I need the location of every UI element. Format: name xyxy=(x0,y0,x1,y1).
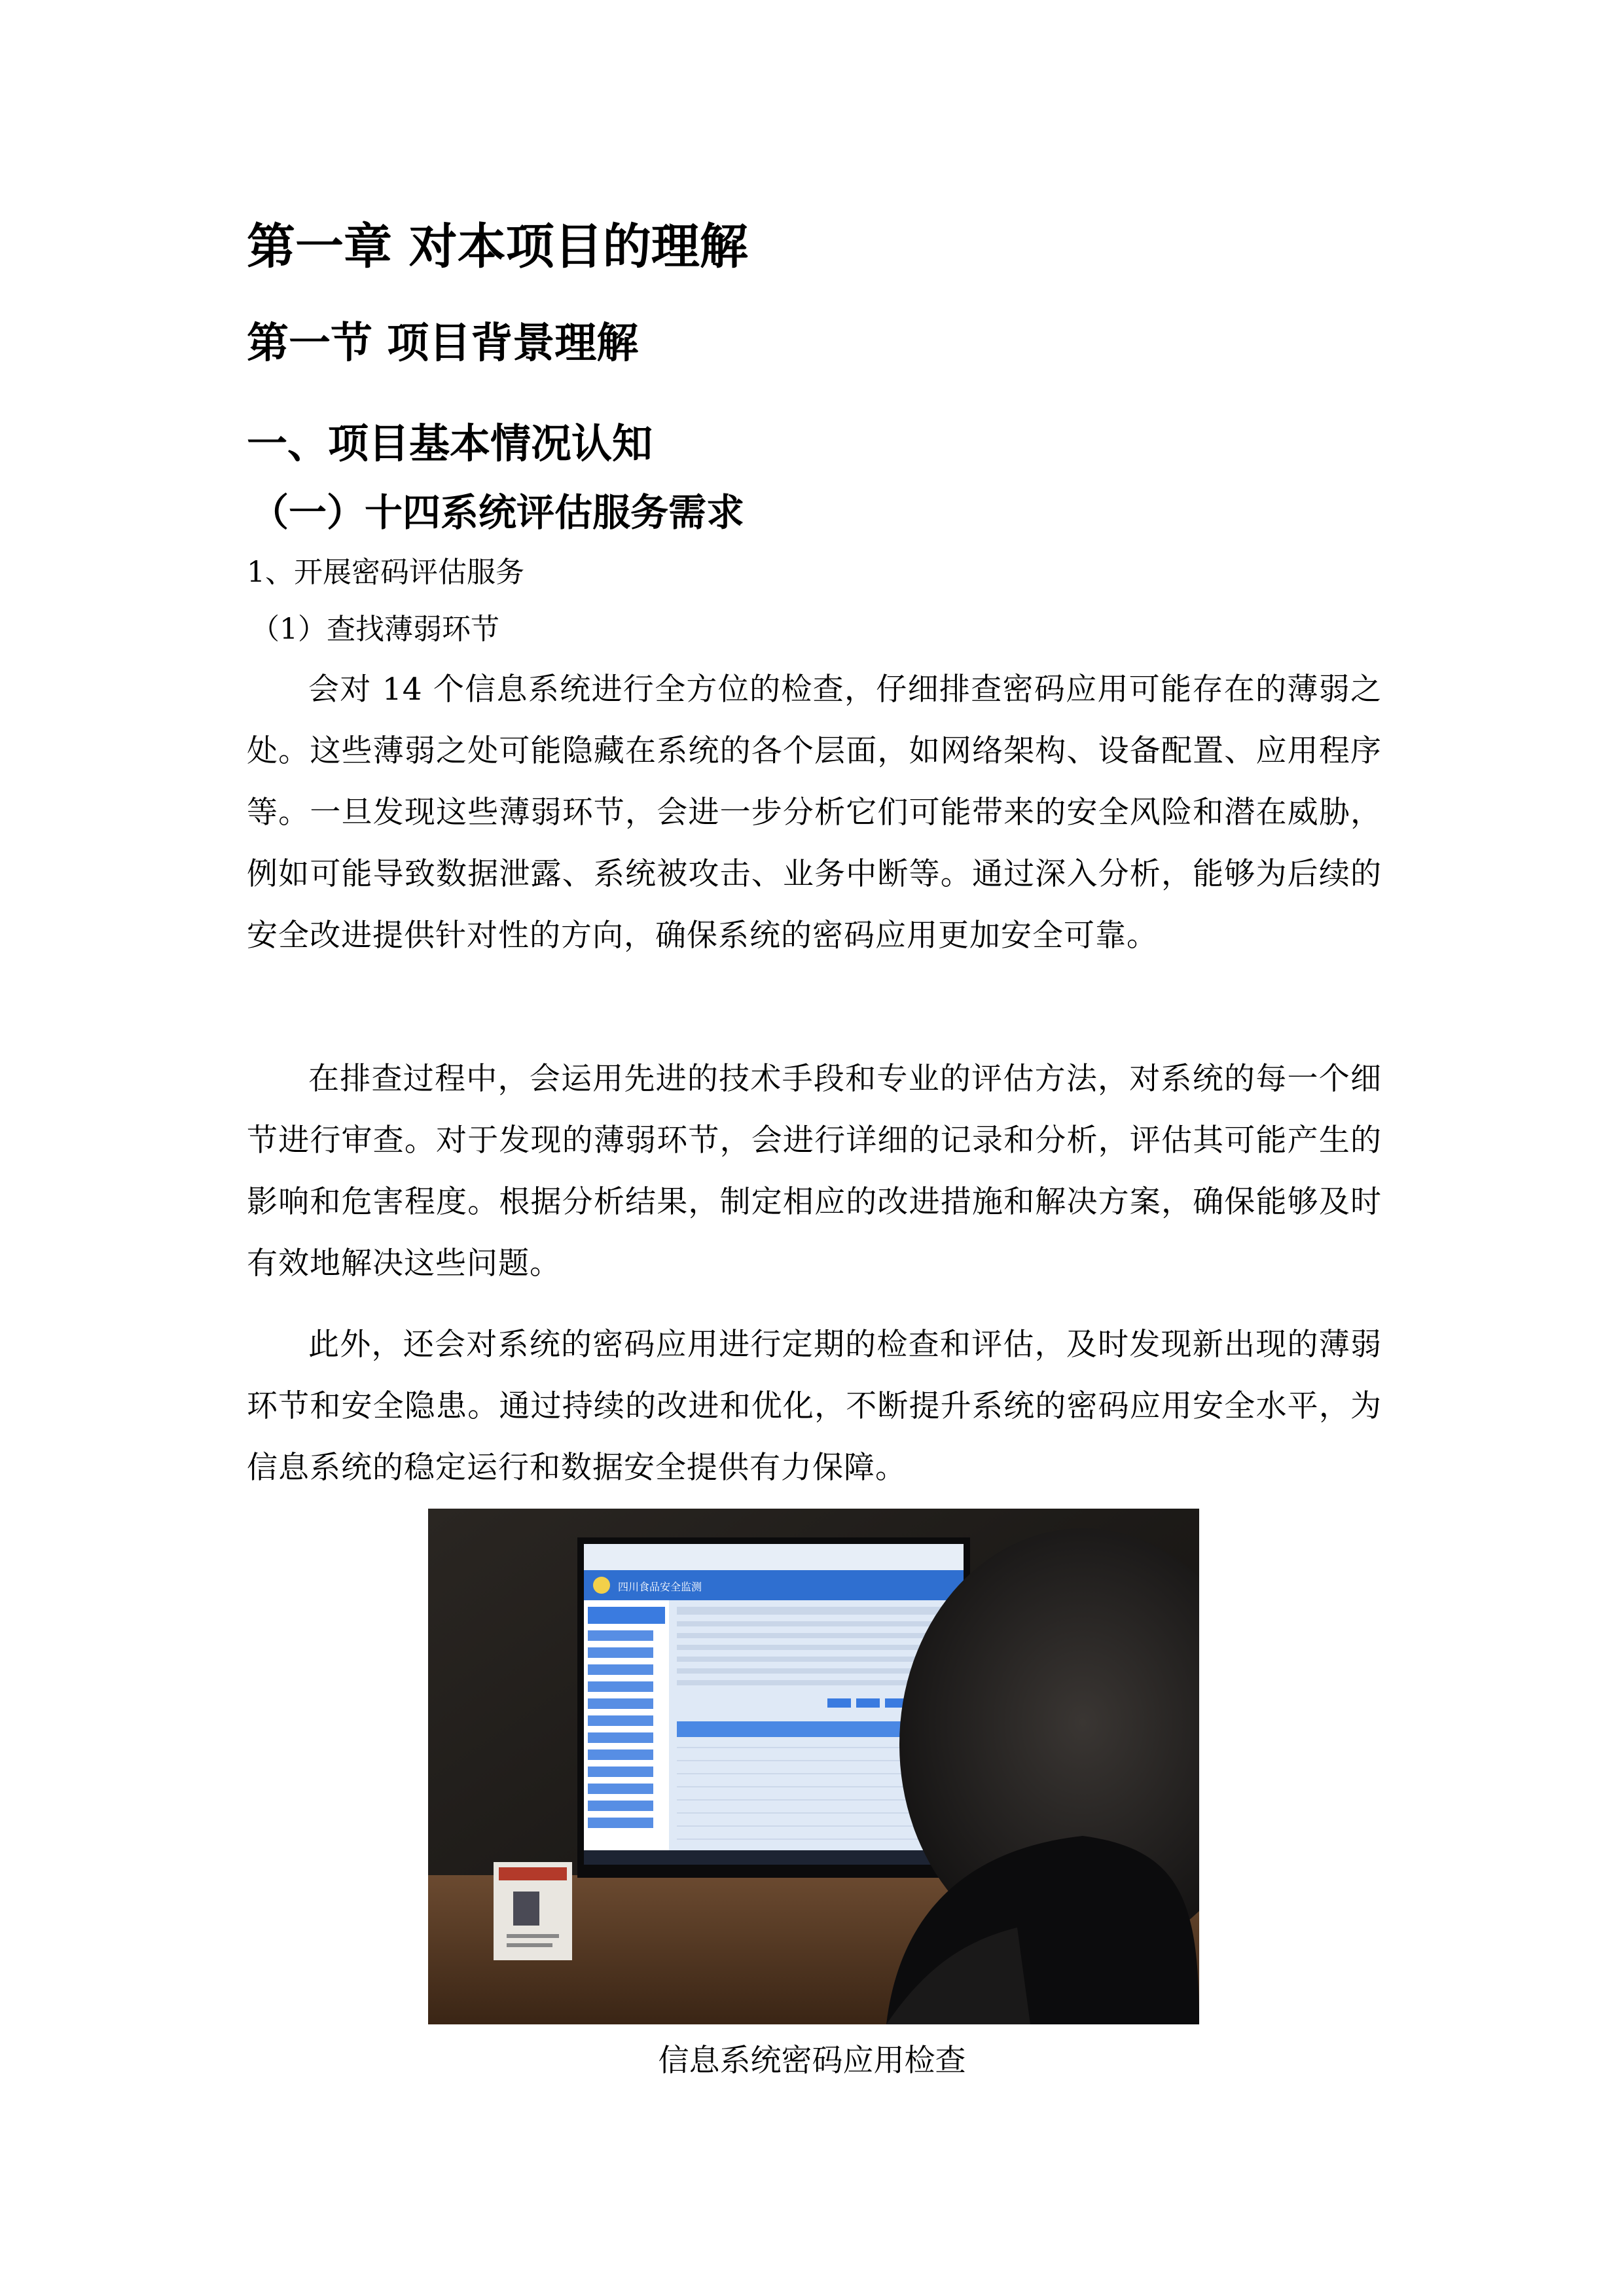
subsection-heading: 一、项目基本情况认知 xyxy=(247,420,653,467)
figure-caption: 信息系统密码应用检查 xyxy=(658,2043,966,2079)
chapter-heading: 第一章 对本项目的理解 xyxy=(247,219,748,275)
section-heading: 第一节 项目背景理解 xyxy=(247,319,639,368)
body-paragraph: 在排查过程中，会运用先进的技术手段和专业的评估方法，对系统的每一个细节进行审查。对于发现的薄弱环节，会进行详细的记录和分析，评估其可能产生的影响和危害程度。根据分析结果，制定相应的改进措施和解决方案，确保能够及时有效地解决这些问题。 xyxy=(247,1061,1382,1282)
subheading-level3: 1、开展密码评估服务 xyxy=(247,556,524,589)
figure-photo xyxy=(428,1509,1199,2024)
photo-illustration xyxy=(428,1509,1199,2024)
screen-title: 四川食品安全监测 xyxy=(618,1581,702,1593)
body-paragraph: 会对 14 个信息系统进行全方位的检查，仔细排查密码应用可能存在的薄弱之处。这些薄弱之处可能隐藏在系统的各个层面，如网络架构、设备配置、应用程序等。一旦发现这些薄弱环节，会进一步分析它们可能带来的安全风险和潜在威胁，例如可能导致数据泄露、系统被攻击、业务中断等。通过深入分析，能够为后续的安全改进提供针对性的方向，确保系统的密码应用更加安全可靠。 xyxy=(247,672,1382,954)
body-paragraph: 此外，还会对系统的密码应用进行定期的检查和评估，及时发现新出现的薄弱环节和安全隐患。通过持续的改进和优化，不断提升系统的密码应用安全水平，为信息系统的稳定运行和数据安全提供有力保障。 xyxy=(247,1327,1382,1486)
subheading-level4: （1）查找薄弱环节 xyxy=(251,613,499,646)
subheading-level2: （一）十四系统评估服务需求 xyxy=(251,490,745,535)
